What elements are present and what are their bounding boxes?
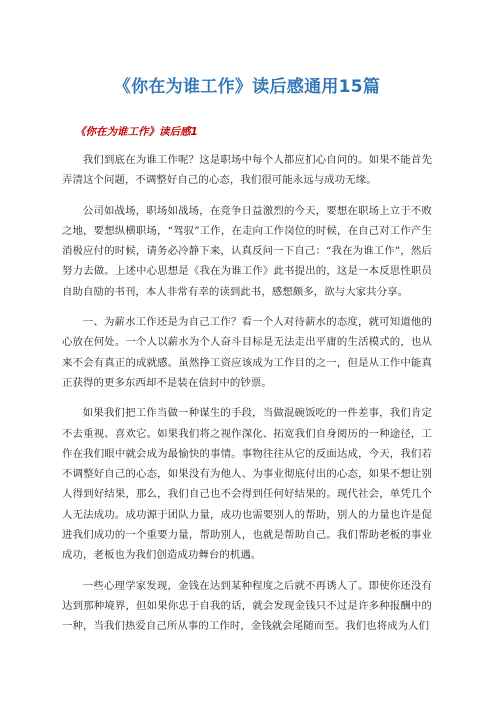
- document-title: 《你在为谁工作》读后感通用15篇: [113, 77, 381, 97]
- paragraph-5: 一些心理学家发现，金钱在达到某种程度之后就不再诱人了。即使你还没有达到那种境界，但如果你忠于自我的话，就会发现金钱只不过是许多种报酬中的一种，当我们热爱自己所从事的工作时，金钱就会尾随而至。我们也将成为人们: [62, 579, 432, 633]
- paragraph-4: 如果我们把工作当做一种谋生的手段，当做混碗饭吃的一件差事，我们肯定不去重视、喜欢它。如果我们将之视作深化、拓宽我们自身阅历的一种途径，工作在我们眼中就会成为最愉快的事情。事物往往从它的反面达成，今天，我们若不调整好自己的心态，如果没有为他人、为事业彻底付出的心态，如果不想让别人得到好结果，那么，我们自己也不会得到任何好结果的。现代社会，单凭几个人无法成功。成功源于团队力量，成功也需要别人的帮助，别人的力量也许是促进我们成功的一个重要力量，帮助别人，也就是帮助自己。我们帮助老板的事业成功，老板也为我们创造成功舞台的机遇。: [62, 407, 432, 562]
- section-heading: 《你在为谁工作》读后感1: [75, 126, 198, 138]
- paragraph-1: 我们到底在为谁工作呢？这是职场中每个人都应扪心自问的。如果不能首先弄清这个问题，不调整好自己的心态，我们很可能永远与成功无缘。: [62, 154, 432, 187]
- paragraph-3: 一、为薪水工作还是为自己工作？看一个人对待薪水的态度，就可知道他的心放在何处。一个人以薪水为个人奋斗目标是无法走出平庸的生活模式的，也从来不会有真正的成就感。虽然挣工资应该成为工作目的之一，但是从工作中能真正获得的更多东西却不是装在信封中的钞票。: [62, 316, 432, 389]
- paragraph-2: 公司如战场，职场如战场，在竞争日益激烈的今天，要想在职场上立于不败之地，要想纵横职场，“驾驭”工作，在走向工作岗位的时候，在自己对工作产生消极应付的时候，请务必冷静下来，认真反问一下自己：“我在为谁工作”，然后努力去做。上述中心思想是《我在为谁工作》此书提出的，这是一本反思性职员自助自励的书刊，本人非常有幸的读到此书，感想颇多，欲与大家共分享。: [62, 204, 432, 298]
